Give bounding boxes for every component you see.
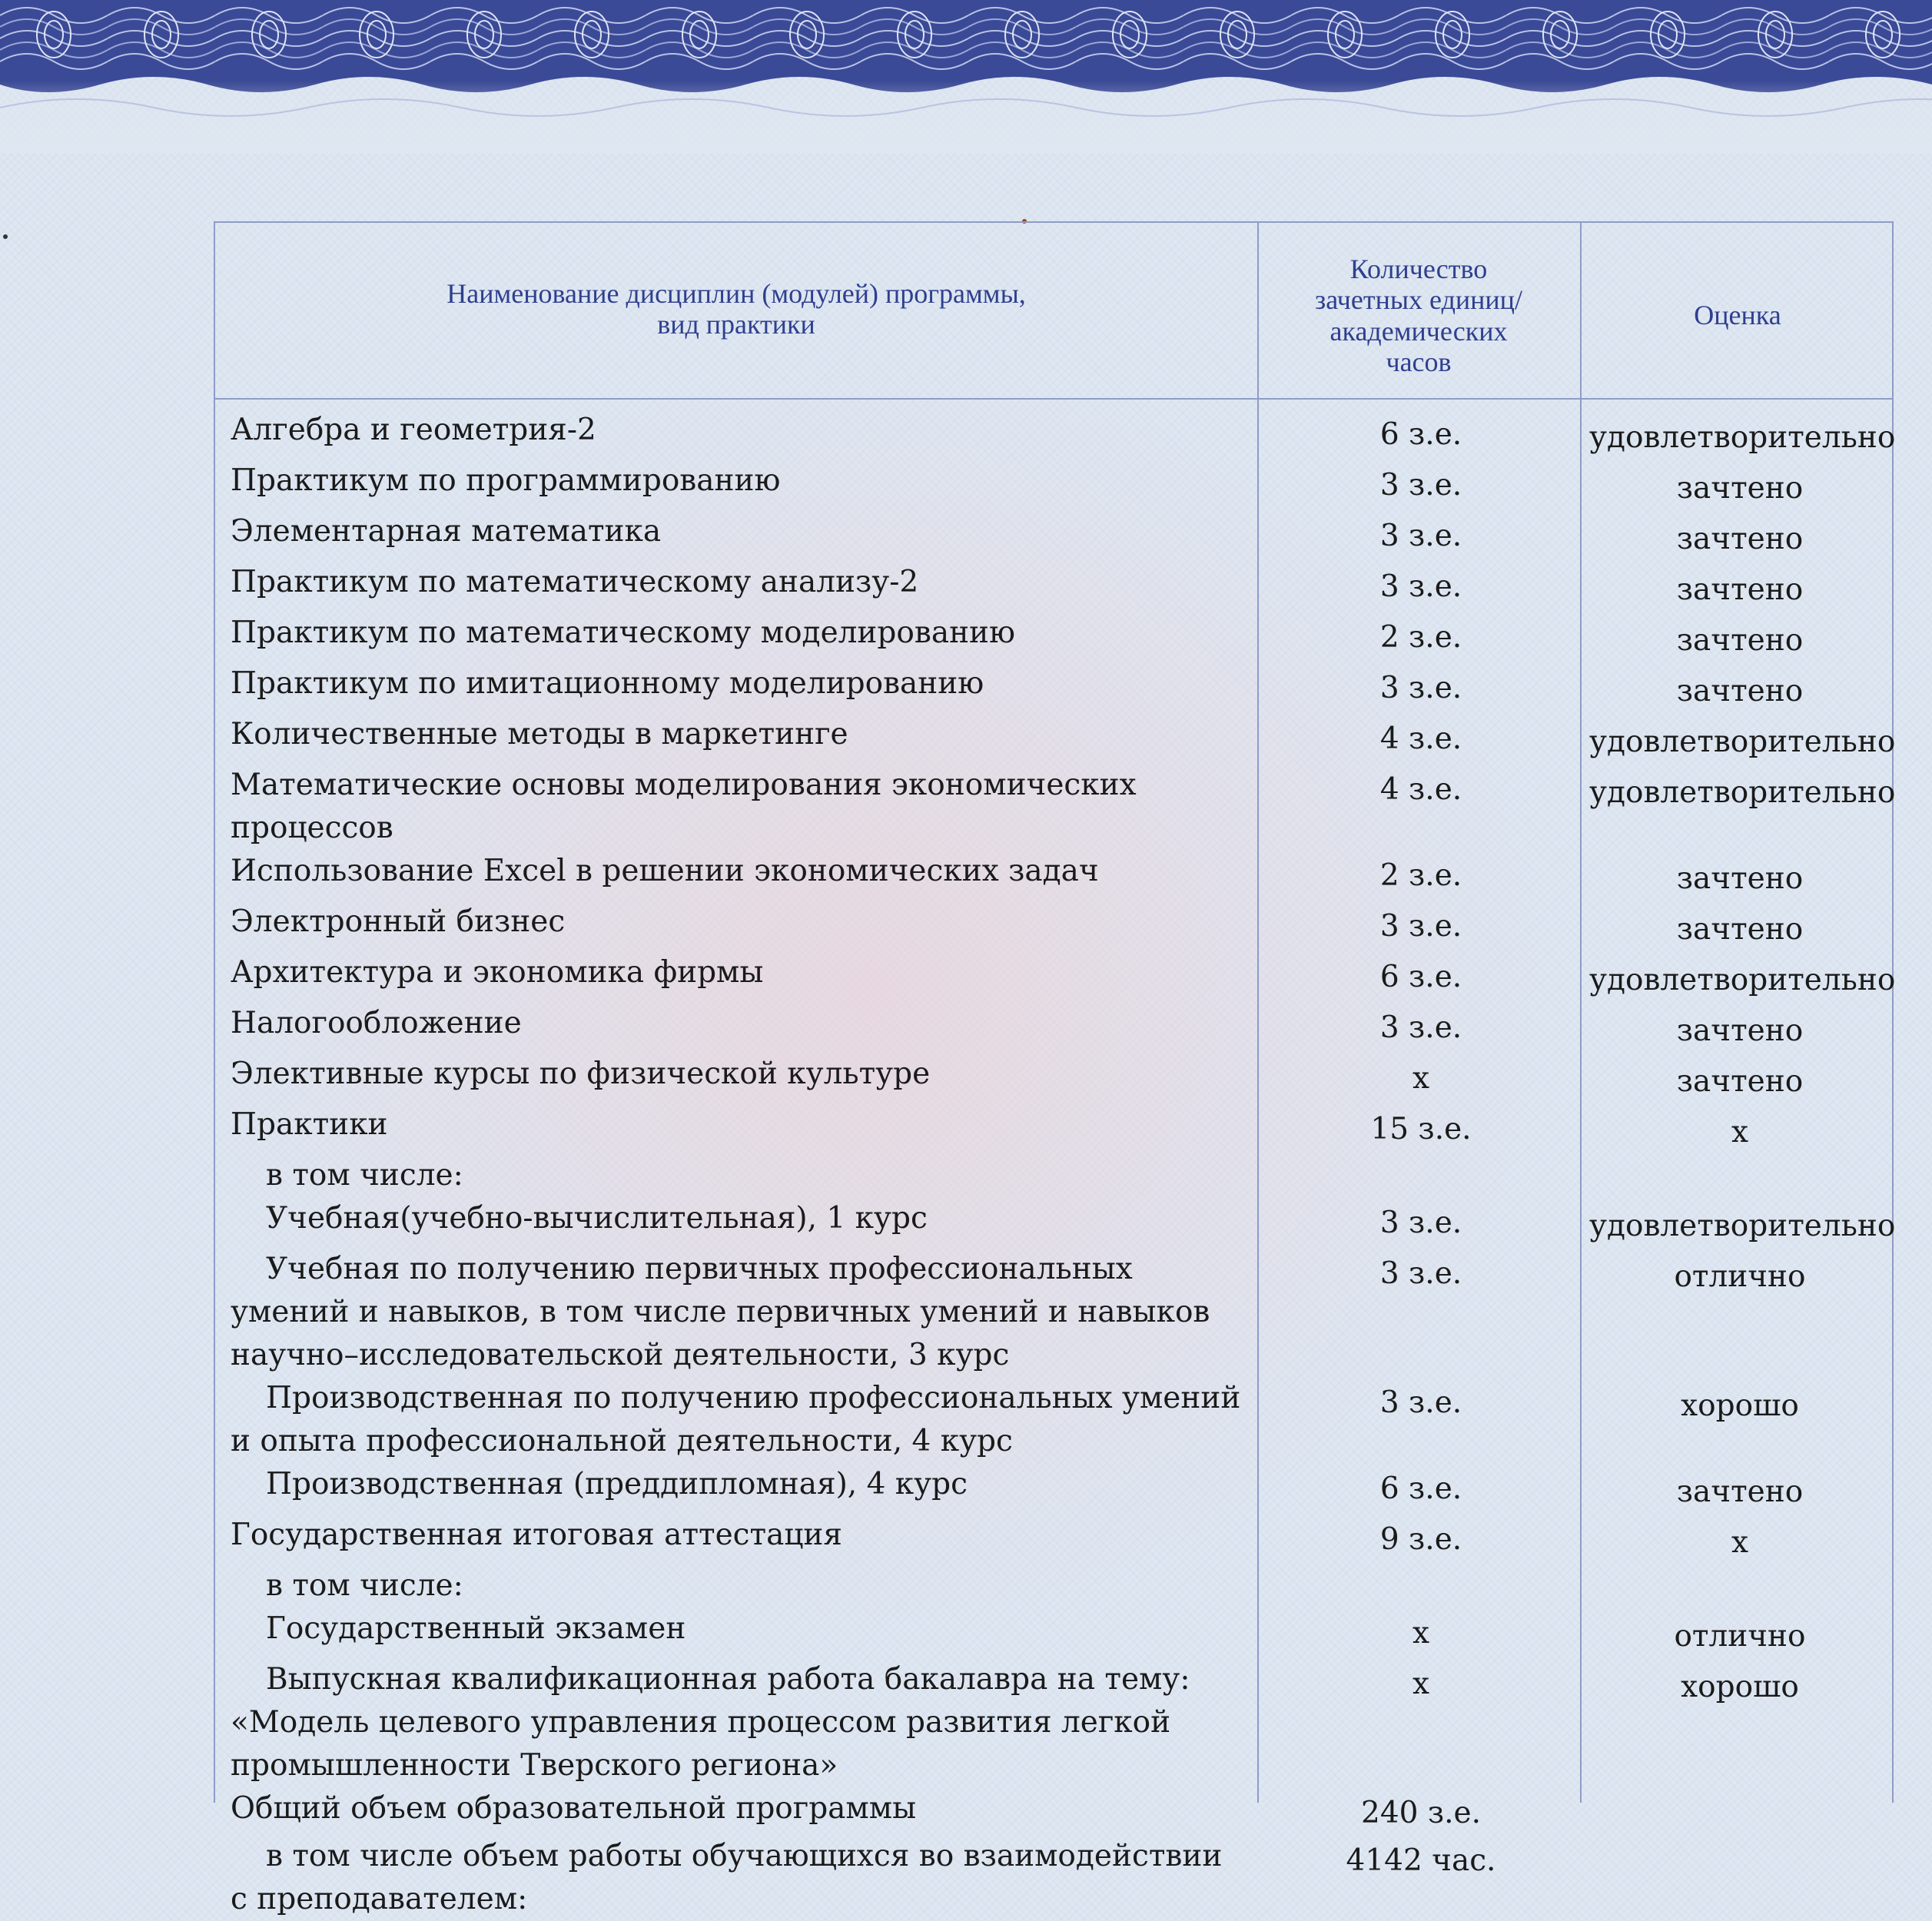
credit-units: 15 з.е.	[1370, 1112, 1472, 1146]
grade	[1589, 1835, 1891, 1843]
credit-units: 4142 час.	[1346, 1843, 1496, 1878]
credit-units: 3 з.е.	[1379, 468, 1462, 503]
credit-units: х	[1412, 1667, 1429, 1701]
grade: зачтено	[1676, 912, 1804, 947]
grade: удовлетворительно	[1589, 725, 1896, 759]
table-row	[231, 612, 1891, 662]
credit-units: х	[1412, 1616, 1429, 1651]
grade: отлично	[1674, 1619, 1806, 1654]
credit-units: 9 з.е.	[1379, 1522, 1462, 1557]
table-row	[231, 1463, 1891, 1514]
table-row	[231, 662, 1891, 713]
credit-units: 2 з.е.	[1379, 620, 1462, 655]
discipline-name: Производственная по получению профессиональных умений и опыта профессиональной деятельности, 4 курс	[231, 1381, 1241, 1458]
grade: отлично	[1674, 1259, 1806, 1294]
discipline-name: Общий объем образовательной программы	[231, 1791, 917, 1826]
grade: зачтено	[1676, 1475, 1804, 1509]
table-row	[231, 1103, 1891, 1154]
header-divider	[215, 398, 1892, 400]
table-row	[231, 901, 1891, 951]
grade: зачтено	[1676, 623, 1804, 658]
table-row	[231, 1835, 1891, 1921]
table-row	[231, 409, 1896, 460]
grade: х	[1731, 1115, 1748, 1150]
credit-units: 240 з.е.	[1361, 1796, 1481, 1830]
discipline-name: Учебная по получению первичных профессиональных умений и навыков, в том числе первичных умений и навыков научно–исследовательской деятельности, 3 курс	[231, 1252, 1210, 1372]
credit-units: 3 з.е.	[1379, 519, 1462, 553]
credit-units	[1253, 1154, 1589, 1159]
grade: зачтено	[1676, 522, 1804, 556]
discipline-name: Количественные методы в маркетинге	[231, 717, 848, 751]
discipline-name: в том числе объем работы обучающихся во взаимодействии с преподавателем:	[231, 1839, 1223, 1916]
table-row	[231, 1658, 1891, 1787]
table-row	[231, 1248, 1891, 1377]
credit-units: 4 з.е.	[1379, 722, 1462, 756]
table-row	[231, 1607, 1891, 1658]
credit-units: 3 з.е.	[1379, 1010, 1462, 1045]
discipline-name: Использование Excel в решении экономических задач	[231, 854, 1099, 888]
grade: зачтено	[1676, 1064, 1804, 1099]
table-row	[231, 764, 1896, 850]
grade	[1589, 1564, 1891, 1572]
table-row	[231, 1002, 1891, 1053]
credit-units: 4 з.е.	[1379, 772, 1462, 807]
credit-units: 3 з.е.	[1379, 1256, 1462, 1291]
grade: удовлетворительно	[1589, 420, 1896, 455]
discipline-name: Выпускная квалификационная работа бакалавра на тему: «Модель целевого управления процессом развития легкой промышленности Тверского региона»	[231, 1662, 1190, 1783]
credit-units: 6 з.е.	[1379, 1471, 1462, 1506]
discipline-name: Практикум по имитационному моделированию	[231, 666, 984, 701]
header-discipline-name: Наименование дисциплин (модулей) программы, вид практики	[446, 278, 1026, 340]
discipline-name: Налогообложение	[231, 1006, 522, 1040]
discipline-name: Архитектура и экономика фирмы	[231, 955, 764, 990]
credit-units: 3 з.е.	[1379, 671, 1462, 705]
guilloche-border	[0, 0, 1932, 154]
discipline-name: Элементарная математика	[231, 514, 662, 549]
discipline-name: в том числе:	[266, 1568, 463, 1603]
table-row	[231, 1514, 1891, 1564]
discipline-name: в том числе:	[266, 1158, 463, 1193]
credit-units: 6 з.е.	[1379, 417, 1462, 452]
ink-speck	[3, 234, 8, 239]
grade: зачтено	[1676, 861, 1804, 896]
grade: хорошо	[1681, 1388, 1799, 1423]
grade	[1589, 1787, 1891, 1795]
discipline-name: Электронный бизнес	[231, 904, 566, 939]
grade	[1589, 1154, 1891, 1162]
table-row	[231, 951, 1896, 1002]
credit-units: 6 з.е.	[1379, 960, 1462, 994]
grade: зачтено	[1676, 572, 1804, 607]
grade: зачтено	[1676, 674, 1804, 708]
header-credit-units: Количество зачетных единиц/ академических часов	[1315, 254, 1522, 377]
credit-units: х	[1412, 1061, 1429, 1096]
table-row	[231, 713, 1896, 764]
table-row	[231, 561, 1891, 612]
discipline-name: Учебная(учебно-вычислительная), 1 курс	[266, 1201, 928, 1236]
credit-units: 2 з.е.	[1379, 858, 1462, 893]
table-row	[231, 1053, 1891, 1103]
grade: хорошо	[1681, 1670, 1799, 1704]
credit-units	[1253, 1564, 1589, 1569]
credit-units: 3 з.е.	[1379, 1385, 1462, 1420]
discipline-name: Производственная (преддипломная), 4 курс	[266, 1467, 968, 1501]
table-row	[231, 1154, 1891, 1197]
grade: удовлетворительно	[1589, 775, 1896, 810]
grade: удовлетворительно	[1589, 963, 1896, 997]
discipline-name: Государственная итоговая аттестация	[231, 1518, 843, 1552]
credit-units: 3 з.е.	[1379, 909, 1462, 944]
discipline-name: Практикум по программированию	[231, 463, 781, 498]
discipline-name: Практикум по математическому анализу-2	[231, 565, 919, 599]
discipline-name: Государственный экзамен	[266, 1611, 686, 1646]
grade: зачтено	[1676, 471, 1804, 506]
table-row	[231, 460, 1891, 510]
discipline-name: Алгебра и геометрия-2	[231, 413, 596, 447]
table-body	[231, 409, 1896, 1921]
discipline-name: Практики	[231, 1107, 388, 1142]
table-row	[231, 1787, 1891, 1835]
table-row	[231, 1377, 1891, 1463]
table-row	[231, 850, 1891, 901]
credit-units: 3 з.е.	[1379, 1206, 1462, 1240]
table-row	[231, 1197, 1896, 1248]
table-row	[231, 510, 1891, 561]
credit-units: 3 з.е.	[1379, 569, 1462, 604]
header-grade: Оценка	[1694, 300, 1781, 330]
discipline-name: Математические основы моделирования экономических процессов	[231, 768, 1137, 845]
table-row	[231, 1564, 1891, 1607]
discipline-name: Практикум по математическому моделированию	[231, 615, 1016, 650]
grade: зачтено	[1676, 1014, 1804, 1048]
grade: удовлетворительно	[1589, 1209, 1896, 1243]
grade: х	[1731, 1525, 1748, 1560]
discipline-name: Элективные курсы по физической культуре	[231, 1057, 931, 1091]
